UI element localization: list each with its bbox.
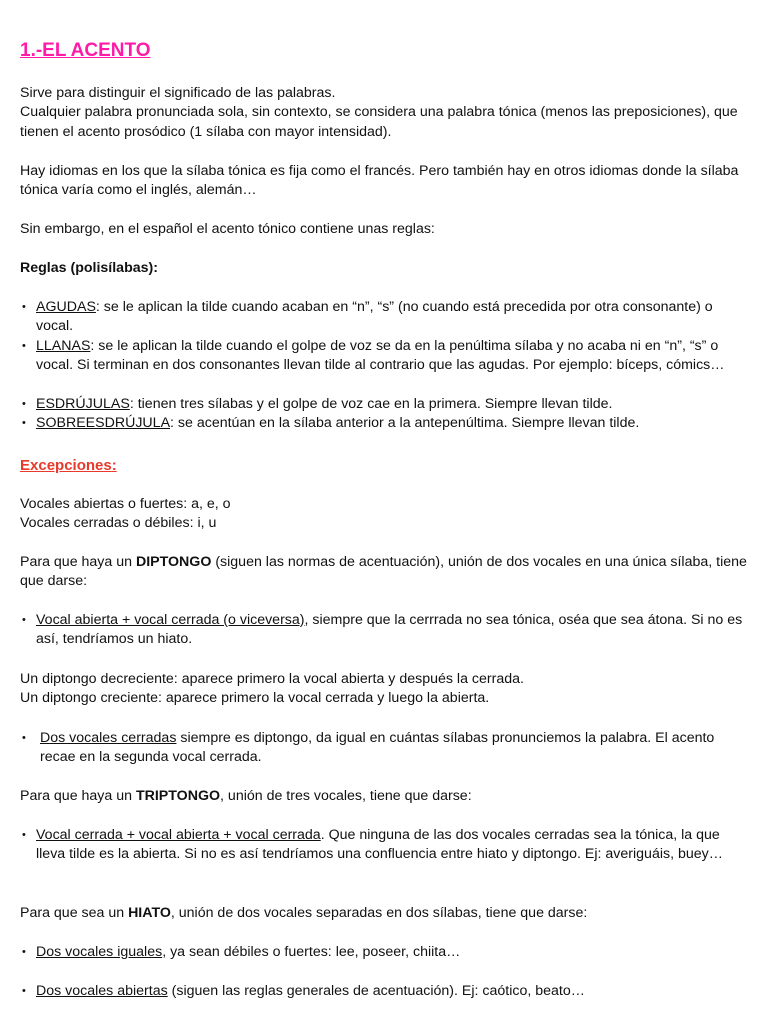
diptongo-bullet-2 xyxy=(20,729,750,768)
diptongo-post: (siguen las normas de acentuación), unión de dos vocales en una única sílaba, tiene que darse: xyxy=(20,554,747,590)
diptongo-b1-term: Vocal abierta + vocal cerrada (o viceversa) xyxy=(36,612,305,628)
intro-line-2: Cualquier palabra pronunciada sola, sin contexto, se considera una palabra tónica (menos las preposiciones), que tienen el acento prosódico (1 sílaba con mayor intensidad). xyxy=(20,104,738,140)
bullet-icon: • xyxy=(22,301,26,313)
triptongo-pre: Para que haya un xyxy=(20,788,136,804)
bullet-icon: • xyxy=(22,417,26,429)
diptongo-b2-text: siempre es diptongo, da igual en cuántas sílabas pronunciemos la palabra. El acento recae en la segunda vocal cerrada. xyxy=(40,730,715,766)
hiato-bullet-2 xyxy=(20,982,750,1001)
bullet-icon: • xyxy=(22,985,26,997)
rule-llanas xyxy=(20,337,750,376)
rule-term: LLANAS xyxy=(36,338,91,354)
hiato-b2-text: (siguen las reglas generales de acentuación). Ej: caótico, beato… xyxy=(167,983,585,999)
rule-term: ESDRÚJULAS xyxy=(36,396,130,412)
diptongo-creciente: Un diptongo creciente: aparece primero la vocal cerrada y luego la abierta. xyxy=(20,690,490,707)
rule-esdrujulas xyxy=(20,395,750,414)
rule-text: : se acentúan en la sílaba anterior a la antepenúltima. Siempre llevan tilde. xyxy=(170,415,640,431)
diptongo-b1-text: , siempre que la cerrrada no sea tónica, oséa que sea átona. Si no es así, tendríamos un hiato. xyxy=(36,612,743,648)
hiato-b1-text: , ya sean débiles o fuertes: lee, poseer, chiita… xyxy=(162,944,461,960)
diptongo-word: DIPTONGO xyxy=(135,554,212,570)
vocales-cerradas: Vocales cerradas o débiles: i, u xyxy=(20,515,217,532)
rule-sobreesdrujula xyxy=(20,414,750,433)
hiato-word: HIATO xyxy=(128,905,171,921)
triptongo-term: Vocal cerrada + vocal abierta + vocal cerrada xyxy=(36,827,321,843)
bullet-icon: • xyxy=(22,732,26,744)
rule-text: : se le aplican la tilde cuando acaban en “n”, “s” (no cuando está precedida por otra consonante) o vocal. xyxy=(36,299,713,335)
vocales-abiertas: Vocales abiertas o fuertes: a, e, o xyxy=(20,496,231,512)
vocales-paragraph xyxy=(20,495,755,534)
triptongo-post: , unión de tres vocales, tiene que darse: xyxy=(220,788,472,804)
rules-intro-paragraph: Sin embargo, en el español el acento tónico contiene unas reglas: xyxy=(20,221,435,237)
hiato-post: , unión de dos vocales separadas en dos sílabas, tiene que darse: xyxy=(170,905,588,921)
rule-term: AGUDAS xyxy=(36,299,96,315)
diptongo-b2-term: Dos vocales cerradas xyxy=(40,730,177,746)
diptongo-bullet-1 xyxy=(20,611,750,650)
bullet-icon: • xyxy=(22,946,26,958)
triptongo-text: . Que ninguna de las dos vocales cerradas sea la tónica, la que lleva tilde es la abierta. Si no es así tendríamos una confluencia entre hiato y diptongo. Ej: averiguáis, buey… xyxy=(36,827,723,863)
diptongo-types xyxy=(20,670,755,709)
intro-line-1: Sirve para distinguir el significado de las palabras. xyxy=(20,85,336,101)
excepciones-label: Excepciones xyxy=(20,457,112,474)
page-title: 1.-EL ACENTO xyxy=(20,40,151,61)
hiato-bullet-1 xyxy=(20,943,750,962)
hiato-b2-term: Dos vocales abiertas xyxy=(36,983,168,999)
bullet-icon: • xyxy=(22,829,26,841)
bullet-icon: • xyxy=(22,614,26,626)
diptongo-decreciente: Un diptongo decreciente: aparece primero la vocal abierta y después la cerrada. xyxy=(20,671,524,687)
bullet-icon: • xyxy=(22,340,26,352)
rule-agudas xyxy=(20,298,750,337)
triptongo-bullet xyxy=(20,826,750,865)
intro-paragraph xyxy=(20,84,755,142)
diptongo-paragraph xyxy=(20,553,755,592)
excepciones-colon: : xyxy=(111,457,117,474)
bullet-icon: • xyxy=(22,398,26,410)
hiato-b1-term: Dos vocales iguales xyxy=(36,944,163,960)
rule-text: : se le aplican la tilde cuando el golpe de voz se da en la penúltima sílaba y no acaba ni en “n”, “s” o vocal. Si terminan en dos consonantes llevan tilde al contrario que las agudas. Por ejemplo: bíceps, cómics… xyxy=(36,338,725,374)
rule-term: SOBREESDRÚJULA xyxy=(36,415,171,431)
hiato-paragraph xyxy=(20,904,755,923)
reglas-heading: Reglas (polisílabas): xyxy=(20,260,158,276)
triptongo-paragraph xyxy=(20,787,755,806)
hiato-pre: Para que sea un xyxy=(20,905,129,921)
diptongo-pre: Para que haya un xyxy=(20,554,136,570)
triptongo-word: TRIPTONGO xyxy=(135,788,221,804)
languages-paragraph: Hay idiomas en los que la sílaba tónica es fija como el francés. Pero también hay en otros idiomas donde la sílaba tónica varía como el inglés, alemán… xyxy=(20,163,739,199)
excepciones-heading xyxy=(20,456,755,476)
rule-text: : tienen tres sílabas y el golpe de voz cae en la primera. Siempre llevan tilde. xyxy=(129,396,613,412)
